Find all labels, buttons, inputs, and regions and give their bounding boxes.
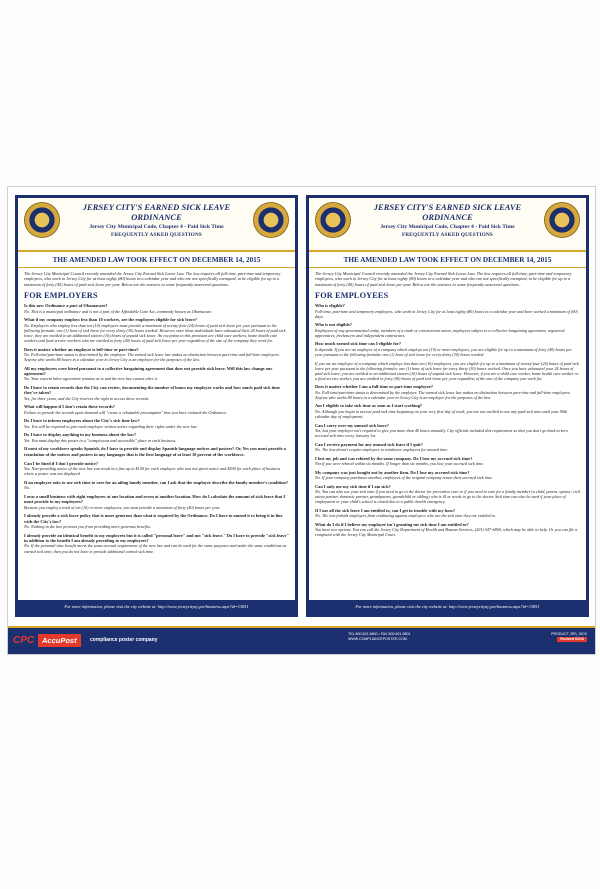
answer-text: Yes, for three years, and the City reserves the right to access these records. — [24, 395, 150, 401]
question-text: Do I have to display anything in my business about the law? — [24, 432, 137, 438]
question-text: Can I be fined if I don't provide notice? — [24, 460, 99, 466]
poster — [7, 186, 596, 655]
qa-item — [24, 461, 289, 477]
product-label: PRODUCT JRS_SICK — [551, 632, 587, 636]
qa-item — [24, 385, 289, 401]
contact-info — [348, 632, 410, 642]
cpc-logo: CPC — [13, 635, 35, 646]
qa-item — [24, 418, 289, 429]
employers-column — [15, 195, 298, 617]
qa-list — [24, 303, 289, 553]
qa-item — [24, 404, 289, 415]
answer-text: If you are an employee of a company which employs less than ten (10) employees, you are eligible for up to a maximum of twenty-four (24) hours of paid sick leave per year pursuant to the following formula: one (1) hour of sick leave for every thirty (30) hours worked. Once you have exhausted your 24 hours of paid sick leave, you are entitled to an additional sixteen (16) hours of unpaid sick leave. However, if you are a child care worker, home health care worker or a food service worker, you are entitled to forty (40) hours of paid sick leave per year regardless of the size of the company you work for. — [315, 360, 579, 381]
qa-item — [24, 303, 289, 314]
answer-text: Yes, but your employer isn't required to give you more than 40 hours annually. City officials included this requirement so that you don't go back to zero accrued sick time every January 1st. — [315, 427, 568, 439]
qa-item — [24, 317, 289, 343]
question-text: Does it matter whether I am a full-time or part-time employee? — [315, 384, 434, 390]
question-text: Does it matter whether an employee is full-time or part-time? — [24, 346, 139, 352]
revision-badge: Revised 02/16 — [557, 637, 587, 642]
answer-text: No. — [24, 485, 30, 491]
qa-item — [315, 361, 580, 381]
effective-date-banner: THE AMENDED LAW TOOK EFFECT ON DECEMBER 14, 2015 — [309, 252, 586, 268]
brand-tagline: compliance poster company — [90, 637, 158, 643]
answer-text: No. Employers who employ less than ten (10) employees must provide a maximum of twenty-four (24) hours of paid sick leave per year pursuant to the following formula: one (1) hour of sick leave for every thirty (30) hours worked. However, once those individuals have exhausted their 24 hours of paid sick leave, they are entitled to an additional sixteen (16) hours of unpaid sick leave. An exception to this provision are child care workers, home health care workers and food service workers who are entitled to forty (40) hours of paid sick leave per year regardless of the size of the company they work for. — [24, 322, 286, 343]
footer-link[interactable]: For more information, please visit the city website at: http://www.jerseycitynj.gov/business.aspx?id=13851 — [18, 600, 295, 614]
question-text: I already provide a sick leave policy that is more generous than what is required by the Ordinance. Do I have to amend it to bring it in line with the City's law? — [24, 513, 283, 524]
accupost-logo: AccuPost — [38, 634, 81, 647]
product-info — [551, 632, 587, 642]
section-heading: FOR EMPLOYERS — [24, 291, 98, 301]
qa-item — [24, 446, 289, 457]
city-seal-icon — [25, 203, 59, 237]
answer-text: No. If your company purchases another, employees of the original company retain their accrued sick time. — [315, 475, 493, 481]
answer-text: It depends. If you are an employee of a company which employs ten (10) or more employees, you are eligible for up to a maximum of forty (40) hours per year pursuant to the following formula: one (1) hour of sick leave for every thirty (30) hours worked. — [315, 346, 572, 357]
question-text: Is this new Ordinance a part of Obamacare? — [24, 303, 108, 309]
qa-item — [315, 456, 580, 467]
question-text: Can I receive payment for any unused sick leave if I quit? — [315, 441, 423, 447]
poster-title: JERSEY CITY'S EARNED SICK LEAVE ORDINANCE — [82, 202, 231, 222]
poster-subtitle: Jersey City Municipal Code, Chapter 4 - Paid Sick Time — [380, 224, 515, 230]
city-seal-icon — [545, 203, 579, 237]
qa-item — [315, 508, 580, 519]
qa-item — [315, 470, 580, 481]
answer-text: No. Nothing in the law prevents you from providing more generous benefits. — [24, 524, 152, 530]
answer-text: Employees of any governmental entity, members of a trade or construction union, employees subject to a collective bargaining agreement, registered apprentices, freelancers and independent contractors. — [315, 327, 565, 338]
question-text: If most of my workforce speaks Spanish, do I have to provide and display Spanish-language notices and posters? Or, Yes you must provide a translation of the notices and posters in any languages that is the first language of at least 10 percent of the workforce. — [24, 446, 286, 457]
effective-date-banner: THE AMENDED LAW TOOK EFFECT ON DECEMBER 14, 2015 — [18, 252, 295, 268]
answer-text: No. Full-time/part-time status is determined by the employer. The earned sick leave law makes no distinction between part-time and full-time employees. Anyone who works 80 hours in a calendar year in Jersey City is an employee for the purposes of the law. — [24, 351, 280, 362]
contact-line: TEL 800.621.5800 • FAX 800.621.5801 — [348, 632, 411, 636]
qa-item — [24, 480, 289, 491]
answer-text: Yes. You must display this poster in a "conspicuous and accessible" place in each business. — [24, 437, 177, 443]
answer-text: No. The law forbids employers from retaliating against employees who use the sick time they are entitled to. — [315, 513, 496, 519]
qa-item — [24, 432, 289, 443]
question-text: Do I have to retain records that the City can review, documenting the number of hours my employee works and how much paid sick time they've taken? — [24, 385, 280, 396]
answer-text: Because you employ a total of ten (10) or more employees, you must provide a maximum of forty (40) hours per year. — [24, 504, 221, 510]
qa-item — [315, 341, 580, 357]
answer-text: No. This is a municipal ordinance and is not a part of the Affordable Care Act, commonly known as Obamacare. — [24, 308, 213, 314]
question-text: If an employee asks to use sick time to care for an ailing family member, can I ask that the employee describe the family member's condition? — [24, 479, 289, 485]
answer-text: Full-time, part-time and temporary employees, who work in Jersey City for at least eighty (80) hours in a calendar year and have worked a minimum of (90) days. — [315, 308, 578, 319]
faq-label: FREQUENTLY ASKED QUESTIONS — [401, 232, 493, 238]
question-text: What if my company employs less than 10 workers, are the employees eligible for sick leave? — [24, 317, 198, 323]
brand-bar — [8, 626, 595, 654]
qa-item — [24, 494, 289, 510]
question-text: I lost my job and was rehired by the same company. Do I lose my accrued sick time? — [315, 455, 473, 461]
question-text: Can I carry over my unused sick leave? — [315, 422, 389, 428]
qa-item — [315, 322, 580, 338]
city-seal-icon — [254, 203, 288, 237]
contact-line: WWW.COMPLIANCEPOSTER.COM — [348, 637, 407, 641]
qa-item — [315, 484, 580, 505]
employees-column — [306, 195, 589, 617]
poster-title: JERSEY CITY'S EARNED SICK LEAVE ORDINANCE — [373, 202, 522, 222]
section-heading: FOR EMPLOYEES — [315, 291, 389, 301]
answer-text: No. Although you begin to accrue paid sick time beginning on your very first day of work, you are not entitled to use any paid sick time until your 90th calendar day of employment. — [315, 408, 568, 419]
question-text: If I use all the sick leave I am entitled to, can I get in trouble with my boss? — [315, 507, 456, 513]
intro-text: The Jersey City Municipal Council recently amended the Jersey City Earned Sick Leave Law. The law requires all full-time, part-time and temporary employees, who work in Jersey City for at least eighty (80) hours in a calendar year and who are not specifically exempted, to be eligible for up to a maximum of forty (40) hours of paid sick leave per year. Below are the answers to some frequently answered questions. — [24, 271, 281, 287]
answer-text: No. The law doesn't require employers to reimburse employees for unused time. — [315, 447, 449, 453]
question-text: How much earned sick time can I eligible for? — [315, 341, 402, 347]
column-header — [18, 198, 295, 252]
answer-text: No. Full-time/part-time status is determined by the employer. The earned sick leave law makes no distinction between part-time and full-time employees. Anyone who works 80 hours in a calendar year in Jersey City is an employee for the purposes of the law. — [315, 389, 571, 400]
intro-text: The Jersey City Municipal Council recently amended the Jersey City Earned Sick Leave Law. The law requires all full-time, part-time and temporary employees, who work in Jersey City for at least eighty (80) hours in a calendar year and who are not specifically exempted, to be eligible for up to a maximum of forty (40) hours of paid sick leave per year. Below are the answers to some frequently answered questions. — [315, 271, 572, 287]
qa-item — [24, 347, 289, 363]
column-body — [309, 268, 586, 537]
answer-text: You have two options. You can call the Jersey City Department of Health and Human Services, (201) 547-6800, which may be able to help. Or you can file a complaint with the Jersey City Municipal Court. — [315, 527, 578, 538]
question-text: All my employees were hired pursuant to a collective bargaining agreement that does not provide sick leave. Will this law change our agreement? — [24, 365, 273, 376]
question-text: What will happen if I don't retain these records? — [24, 404, 116, 410]
answer-text: Failure to provide the records upon demand will "create a rebuttable presumption" that you have violated the Ordinance. — [24, 409, 228, 415]
answer-text: Not if you were rehired within six months. If longer than six months, you lose your accrued sick time. — [315, 461, 484, 467]
answer-text: No. If the personal time benefit meets the same accrual requirement of the new law and can be used for the same purposes and under the same conditions as earned sick time, then you do not have to provide additional earned sick time. — [24, 543, 287, 554]
question-text: I already provide an identical benefit to my employees but it is called "personal leave" and not "sick leave." Do I have to provide "sick leave" in addition to the benefit I am already providing to my employees? — [24, 532, 289, 544]
qa-item — [315, 303, 580, 319]
qa-item — [315, 403, 580, 419]
question-text: My company was just bought out by another firm. Do I lose my accrued sick time? — [315, 469, 470, 475]
column-body — [18, 268, 295, 554]
poster-subtitle: Jersey City Municipal Code, Chapter 4 - Paid Sick Time — [89, 224, 224, 230]
answer-text: No. Your current labor agreement remains as is and the new law cannot alter it. — [24, 376, 158, 382]
column-header — [309, 198, 586, 252]
question-text: What do I do if I believe my employer isn't granting me sick time I am entitled to? — [315, 521, 469, 527]
qa-item — [315, 423, 580, 439]
qa-item — [315, 522, 580, 538]
qa-item — [315, 442, 580, 453]
question-text: Can I only use my sick time if I am sick? — [315, 483, 391, 489]
question-text: Who is not eligible? — [315, 322, 352, 328]
city-seal-icon — [316, 203, 350, 237]
qa-list — [315, 303, 580, 537]
qa-item — [315, 384, 580, 400]
question-text: Who is eligible? — [315, 303, 345, 309]
qa-item — [24, 533, 289, 554]
answer-text: Yes. You will be required to give each employee written notice regarding their rights under the new law. — [24, 423, 198, 429]
faq-label: FREQUENTLY ASKED QUESTIONS — [110, 232, 202, 238]
question-text: I own a small business with eight employees at one location and seven at another location. How do I calculate the amount of sick leave that I must provide to my employees? — [24, 493, 286, 505]
question-text: Do I have to inform employees about the City's sick time law? — [24, 418, 140, 424]
footer-link[interactable]: For more information, please visit the city website at: http://www.jerseycitynj.gov/business.aspx?id=13851 — [309, 600, 586, 614]
qa-item — [24, 513, 289, 529]
answer-text: No. You can also use your sick time if you need to go to the doctor for preventive care or if you need to care for a family member (a child, parent, spouse, civil union partner, domestic partner, grandparent, grandchild or sibling) who is ill or needs to go to the doctor. Sick time can also be used if your place of employment or your child's school is closed due to a public health emergency. — [315, 489, 580, 505]
qa-item — [24, 366, 289, 382]
answer-text: Yes. Non-providing notice of the new law can result in a fine up to $100 for each employee who was not given notice and $500 for each place of business where a poster was not displayed. — [24, 466, 281, 477]
question-text: Am I eligible to take sick time as soon as I start working? — [315, 403, 423, 409]
